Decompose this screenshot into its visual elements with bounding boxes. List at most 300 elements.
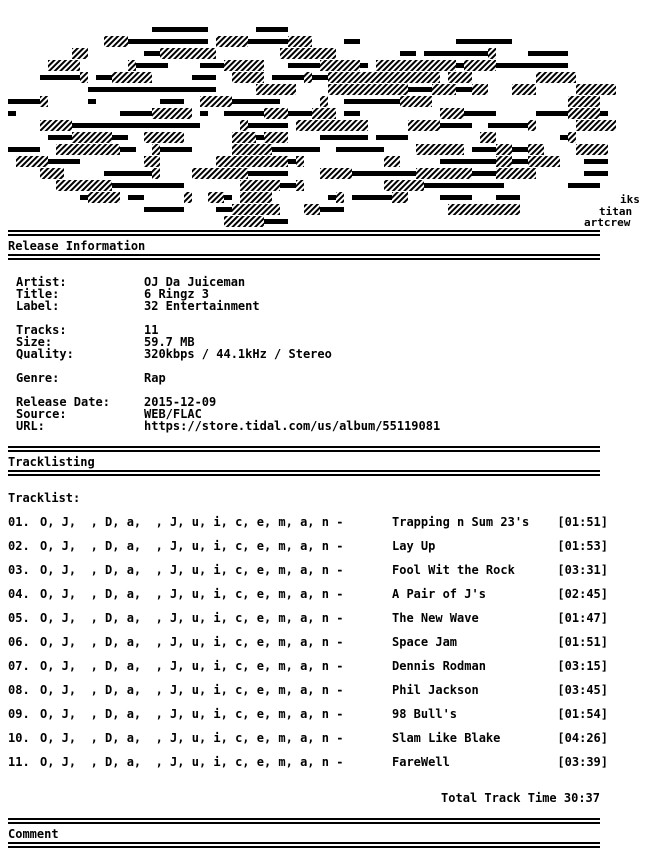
art-block xyxy=(232,132,256,143)
art-block xyxy=(240,180,280,191)
art-block xyxy=(88,87,112,92)
art-block xyxy=(456,87,464,92)
art-block xyxy=(240,192,272,203)
art-block xyxy=(584,159,608,164)
info-key: Source: xyxy=(16,407,67,421)
info-value: 59.7 MB xyxy=(144,335,195,349)
art-block xyxy=(88,180,112,191)
art-block xyxy=(440,144,464,155)
art-block xyxy=(248,123,288,128)
art-block xyxy=(264,219,288,224)
art-block xyxy=(248,171,280,176)
track-title: A Pair of J's xyxy=(392,587,486,601)
track-number: 06. xyxy=(8,635,30,649)
art-block xyxy=(88,144,120,155)
art-block xyxy=(288,159,296,164)
art-block xyxy=(360,72,400,83)
art-block xyxy=(336,147,376,152)
art-block xyxy=(112,183,144,188)
art-block xyxy=(440,195,472,200)
track-title: Trapping n Sum 23's xyxy=(392,515,530,529)
art-block xyxy=(176,39,208,44)
art-block xyxy=(152,27,192,32)
track-title: The New Wave xyxy=(392,611,479,625)
art-block xyxy=(136,63,168,68)
art-block xyxy=(48,135,72,140)
art-block xyxy=(336,135,352,140)
divider xyxy=(8,840,600,850)
track-number: 10. xyxy=(8,731,30,745)
track-duration: [03:15] xyxy=(557,659,608,673)
info-key: Release Date: xyxy=(16,395,110,409)
art-block xyxy=(568,132,576,143)
art-block xyxy=(224,60,264,71)
art-block xyxy=(112,72,128,83)
track-row xyxy=(8,516,608,528)
art-block xyxy=(512,159,528,164)
art-block xyxy=(416,60,456,71)
art-block xyxy=(224,216,264,227)
track-artist: O, J, , D, a, , J, u, i, c, e, m, a, n - xyxy=(40,611,344,625)
info-key: Label: xyxy=(16,299,60,313)
art-block xyxy=(144,123,184,128)
art-block xyxy=(88,192,120,203)
art-block xyxy=(448,108,464,119)
info-value: Rap xyxy=(144,371,166,385)
art-block xyxy=(528,156,536,167)
art-block xyxy=(384,180,424,191)
art-block xyxy=(352,135,368,140)
art-block xyxy=(384,135,408,140)
art-block xyxy=(344,39,360,44)
info-value: WEB/FLAC xyxy=(144,407,202,421)
track-duration: [02:45] xyxy=(557,587,608,601)
divider xyxy=(8,444,600,454)
art-block xyxy=(320,168,352,179)
ascii-art-logo xyxy=(0,0,648,232)
track-duration: [01:51] xyxy=(557,635,608,649)
art-block xyxy=(584,171,608,176)
track-artist: O, J, , D, a, , J, u, i, c, e, m, a, n - xyxy=(40,731,344,745)
art-block xyxy=(200,96,232,107)
art-block xyxy=(264,132,288,143)
info-key: Artist: xyxy=(16,275,67,289)
art-block xyxy=(40,120,72,131)
art-block xyxy=(464,51,488,56)
art-block xyxy=(184,123,200,128)
art-block xyxy=(152,39,176,44)
art-block xyxy=(576,144,608,155)
divider xyxy=(8,468,600,478)
url-link[interactable]: https://store.tidal.com/us/album/55119081 xyxy=(144,419,441,433)
art-block xyxy=(544,156,560,167)
art-block xyxy=(264,99,280,104)
track-title: Dennis Rodman xyxy=(392,659,486,673)
info-key: Title: xyxy=(16,287,60,301)
art-block xyxy=(40,96,48,107)
art-block xyxy=(576,84,616,95)
art-block xyxy=(144,87,176,92)
art-block xyxy=(272,147,296,152)
art-block xyxy=(160,147,192,152)
art-block xyxy=(96,123,120,128)
art-block xyxy=(496,168,504,179)
art-block xyxy=(72,75,80,80)
art-block xyxy=(504,204,520,215)
art-block xyxy=(288,36,312,47)
art-block xyxy=(176,207,184,212)
art-block xyxy=(456,39,472,44)
track-duration: [01:54] xyxy=(557,707,608,721)
art-block xyxy=(496,63,528,68)
art-block xyxy=(280,48,296,59)
art-block xyxy=(56,180,88,191)
art-block xyxy=(80,72,88,83)
track-artist: O, J, , D, a, , J, u, i, c, e, m, a, n - xyxy=(40,683,344,697)
art-block xyxy=(80,123,88,128)
art-block xyxy=(600,111,608,116)
art-block xyxy=(224,195,232,200)
info-key: Genre: xyxy=(16,371,60,385)
art-block xyxy=(184,48,216,59)
art-block xyxy=(488,123,528,128)
info-value: 2015-12-09 xyxy=(144,395,217,409)
art-block xyxy=(128,72,152,83)
track-row xyxy=(8,756,608,768)
art-block xyxy=(328,72,360,83)
art-block xyxy=(152,144,160,155)
art-block xyxy=(288,63,320,68)
art-block xyxy=(336,120,368,131)
art-block xyxy=(472,147,496,152)
art-block xyxy=(416,144,432,155)
art-block xyxy=(376,135,384,140)
info-key: Size: xyxy=(16,335,53,349)
track-number: 08. xyxy=(8,683,30,697)
art-block xyxy=(296,120,336,131)
art-block xyxy=(96,75,112,80)
section-heading-comment: Comment xyxy=(8,827,59,841)
art-block xyxy=(288,111,312,116)
section-heading-tracklisting: Tracklisting xyxy=(8,455,95,469)
art-block xyxy=(472,39,512,44)
track-row xyxy=(8,588,608,600)
art-block xyxy=(360,63,368,68)
art-block xyxy=(144,132,184,143)
art-block xyxy=(368,171,400,176)
track-artist: O, J, , D, a, , J, u, i, c, e, m, a, n - xyxy=(40,707,344,721)
track-row xyxy=(8,540,608,552)
art-block xyxy=(192,168,224,179)
art-block xyxy=(408,60,416,71)
track-title: Fool Wit the Rock xyxy=(392,563,515,577)
track-row xyxy=(8,636,608,648)
art-block xyxy=(440,168,472,179)
art-block xyxy=(464,159,488,164)
art-block xyxy=(272,204,280,215)
art-block xyxy=(256,135,264,140)
art-block xyxy=(112,87,144,92)
art-block xyxy=(344,99,384,104)
art-block xyxy=(400,96,432,107)
art-block xyxy=(144,51,160,56)
art-block xyxy=(464,87,472,92)
art-block xyxy=(384,99,400,104)
art-block xyxy=(184,192,192,203)
art-block xyxy=(216,156,256,167)
art-block xyxy=(440,123,472,128)
art-block xyxy=(320,135,336,140)
art-block xyxy=(40,75,72,80)
art-block xyxy=(72,48,88,59)
track-row xyxy=(8,684,608,696)
art-block xyxy=(336,192,344,203)
art-block xyxy=(208,192,224,203)
art-block xyxy=(232,99,264,104)
art-block xyxy=(528,51,568,56)
art-block xyxy=(200,63,224,68)
art-block xyxy=(560,135,568,140)
track-number: 05. xyxy=(8,611,30,625)
art-block xyxy=(296,156,304,167)
track-number: 01. xyxy=(8,515,30,529)
art-block xyxy=(224,168,248,179)
track-duration: [03:39] xyxy=(557,755,608,769)
track-duration: [01:51] xyxy=(557,515,608,529)
art-block xyxy=(448,204,464,215)
art-block xyxy=(192,27,208,32)
art-block xyxy=(272,75,304,80)
track-number: 09. xyxy=(8,707,30,721)
art-block xyxy=(312,108,336,119)
art-block xyxy=(488,159,496,164)
art-block xyxy=(200,111,208,116)
art-block xyxy=(160,48,184,59)
art-block xyxy=(536,156,544,167)
track-title: Phil Jackson xyxy=(392,683,479,697)
art-block xyxy=(216,36,248,47)
info-value: OJ Da Juiceman xyxy=(144,275,246,289)
info-value: 6 Ringz 3 xyxy=(144,287,210,301)
art-block xyxy=(256,27,288,32)
art-block xyxy=(296,147,320,152)
track-row xyxy=(8,660,608,672)
art-block xyxy=(328,195,336,200)
art-block xyxy=(424,183,464,188)
art-block xyxy=(464,204,504,215)
art-block xyxy=(536,111,568,116)
art-block xyxy=(432,144,440,155)
art-block xyxy=(464,60,472,71)
art-block xyxy=(352,195,392,200)
art-credit-iks: iks xyxy=(620,193,640,206)
art-block xyxy=(400,72,440,83)
art-block xyxy=(144,207,176,212)
section-heading-release: Release Information xyxy=(8,239,146,253)
info-value: 32 Entertainment xyxy=(144,299,260,313)
track-number: 02. xyxy=(8,539,30,553)
art-block xyxy=(40,168,64,179)
art-block xyxy=(80,195,88,200)
art-block xyxy=(496,144,512,155)
art-block xyxy=(232,204,272,215)
art-credit-artcrew: artcrew xyxy=(584,216,631,229)
track-number: 11. xyxy=(8,755,30,769)
art-block xyxy=(496,195,520,200)
art-block xyxy=(376,147,384,152)
art-block xyxy=(440,159,464,164)
art-block xyxy=(328,84,368,95)
art-block xyxy=(248,39,288,44)
art-block xyxy=(448,72,472,83)
track-artist: O, J, , D, a, , J, u, i, c, e, m, a, n - xyxy=(40,587,344,601)
art-block xyxy=(472,84,488,95)
art-block xyxy=(576,120,616,131)
art-block xyxy=(264,144,272,155)
art-block xyxy=(256,84,264,95)
track-number: 04. xyxy=(8,587,30,601)
art-block xyxy=(384,156,400,167)
track-artist: O, J, , D, a, , J, u, i, c, e, m, a, n - xyxy=(40,659,344,673)
art-block xyxy=(320,96,328,107)
track-artist: O, J, , D, a, , J, u, i, c, e, m, a, n - xyxy=(40,515,344,529)
track-duration: [01:53] xyxy=(557,539,608,553)
art-block xyxy=(104,36,128,47)
track-row xyxy=(8,564,608,576)
track-row xyxy=(8,612,608,624)
art-block xyxy=(112,135,128,140)
art-block xyxy=(528,63,568,68)
track-artist: O, J, , D, a, , J, u, i, c, e, m, a, n - xyxy=(40,755,344,769)
art-block xyxy=(88,99,96,104)
art-block xyxy=(72,123,80,128)
track-title: 98 Bull's xyxy=(392,707,458,721)
art-block xyxy=(528,144,544,155)
art-block xyxy=(264,84,272,95)
art-block xyxy=(320,60,360,71)
art-block xyxy=(8,99,40,104)
art-block xyxy=(256,156,288,167)
art-block xyxy=(368,84,408,95)
art-block xyxy=(432,84,456,95)
total-track-time: Total Track Time 30:37 xyxy=(441,791,600,805)
art-block xyxy=(416,168,440,179)
art-block xyxy=(456,63,464,68)
art-block xyxy=(568,96,600,107)
art-block xyxy=(424,51,464,56)
art-block xyxy=(144,183,184,188)
info-value: 320kbps / 44.1kHz / Stereo xyxy=(144,347,332,361)
art-block xyxy=(128,60,136,71)
art-block xyxy=(120,111,152,116)
info-key: Tracks: xyxy=(16,323,67,337)
track-duration: [03:45] xyxy=(557,683,608,697)
art-block xyxy=(472,111,496,116)
art-block xyxy=(472,60,496,71)
art-block xyxy=(120,123,144,128)
track-number: 03. xyxy=(8,563,30,577)
track-number: 07. xyxy=(8,659,30,673)
art-block xyxy=(280,84,296,95)
art-block xyxy=(72,132,112,143)
info-value: 11 xyxy=(144,323,159,337)
art-block xyxy=(8,111,16,116)
track-title: Lay Up xyxy=(392,539,436,553)
art-block xyxy=(392,192,408,203)
track-row xyxy=(8,732,608,744)
track-title: Space Jam xyxy=(392,635,458,649)
art-block xyxy=(88,123,96,128)
art-block xyxy=(408,120,440,131)
track-duration: [01:47] xyxy=(557,611,608,625)
tracklist-label: Tracklist: xyxy=(8,491,81,505)
art-block xyxy=(512,84,536,95)
art-block xyxy=(512,168,536,179)
art-block xyxy=(144,156,160,167)
art-block xyxy=(496,156,512,167)
track-row xyxy=(8,708,608,720)
art-block xyxy=(160,99,184,104)
art-block xyxy=(296,48,336,59)
info-key: URL: xyxy=(16,419,45,433)
art-block xyxy=(472,171,496,176)
art-block xyxy=(152,108,192,119)
art-block xyxy=(16,156,48,167)
art-block xyxy=(464,111,472,116)
art-block xyxy=(232,72,264,83)
art-block xyxy=(344,111,360,116)
track-title: FareWell xyxy=(392,755,450,769)
art-block xyxy=(528,120,536,131)
art-block xyxy=(128,39,152,44)
art-block xyxy=(504,168,512,179)
art-block xyxy=(352,171,368,176)
art-block xyxy=(264,108,288,119)
info-key: Quality: xyxy=(16,347,74,361)
art-block xyxy=(152,168,160,179)
art-block xyxy=(144,171,152,176)
art-block xyxy=(216,207,232,212)
art-block xyxy=(400,171,416,176)
art-block xyxy=(320,207,344,212)
art-block xyxy=(240,120,248,131)
art-block xyxy=(280,171,288,176)
track-artist: O, J, , D, a, , J, u, i, c, e, m, a, n - xyxy=(40,635,344,649)
art-block xyxy=(488,48,496,59)
art-block xyxy=(536,72,576,83)
art-block xyxy=(408,87,432,92)
art-block xyxy=(376,60,408,71)
track-title: Slam Like Blake xyxy=(392,731,501,745)
art-block xyxy=(512,147,528,152)
art-block xyxy=(568,183,600,188)
track-duration: [04:26] xyxy=(557,731,608,745)
art-block xyxy=(304,204,320,215)
art-credit-titan: titan xyxy=(599,205,633,218)
art-block xyxy=(568,108,600,119)
art-block xyxy=(128,195,144,200)
art-block xyxy=(296,180,304,191)
art-block xyxy=(176,87,216,92)
art-block xyxy=(312,75,328,80)
art-block xyxy=(304,72,312,83)
art-block xyxy=(48,60,80,71)
art-block xyxy=(48,159,80,164)
art-block xyxy=(232,144,264,155)
art-block xyxy=(280,183,296,188)
track-duration: [03:31] xyxy=(557,563,608,577)
art-block xyxy=(440,108,448,119)
